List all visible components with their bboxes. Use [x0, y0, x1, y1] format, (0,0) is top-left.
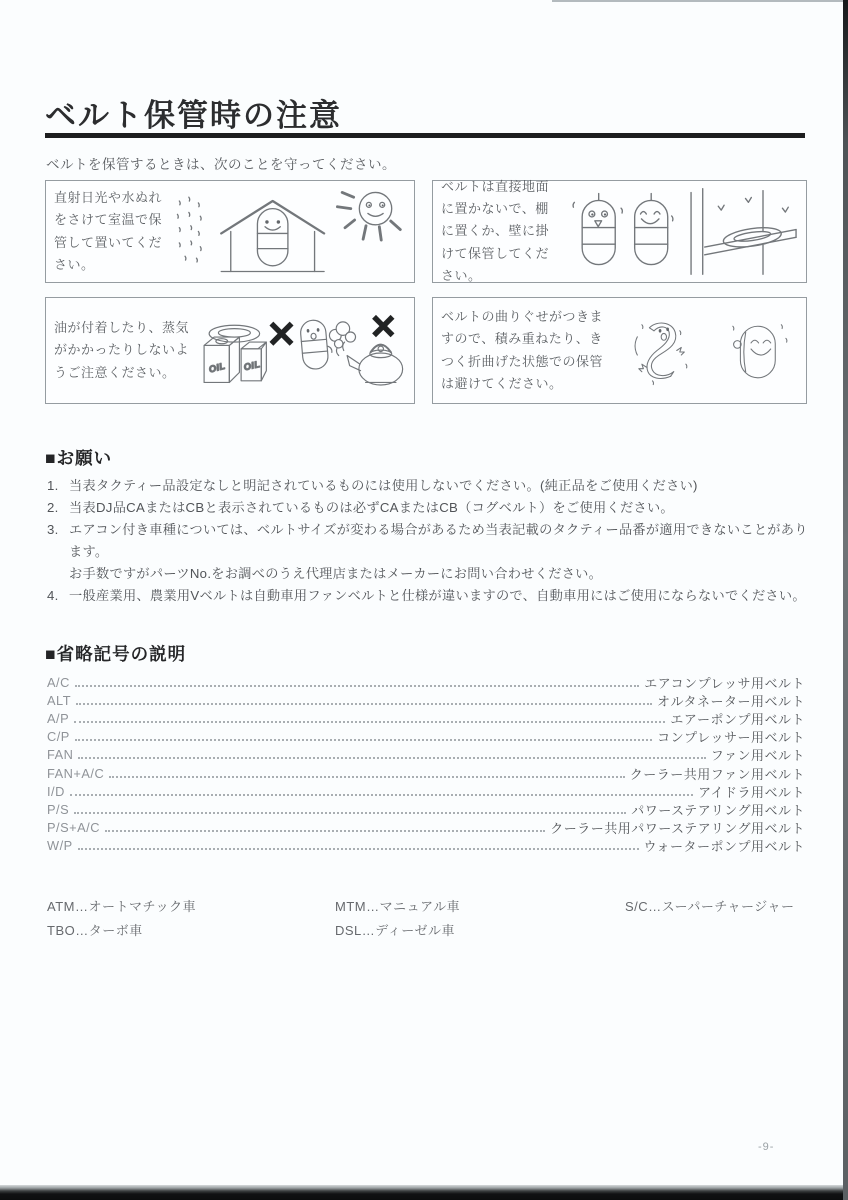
abbrev-row — [47, 691, 805, 709]
wall-shelf-illustration — [553, 187, 798, 276]
precaution-illustration-1 — [166, 187, 406, 276]
precaution-box-2 — [432, 180, 807, 283]
vehicle-abbrev-cell: TBO…ターボ車 — [47, 923, 143, 938]
happy-belt-icon — [733, 325, 787, 378]
scan-right-edge — [843, 0, 848, 1200]
request-item — [47, 585, 809, 607]
abbrev-code: P/S+A/C — [47, 820, 100, 836]
dotted-leader — [74, 714, 665, 723]
request-item-line: 当表DJ品CAまたはCBと表示されているものは必ずCAまたはCB（コグベルト）をご使用ください。 — [69, 500, 674, 515]
x-mark-icon — [374, 317, 393, 336]
bent-belt-illustration — [607, 304, 798, 397]
request-item — [47, 519, 809, 585]
wall-icon — [691, 189, 703, 275]
precaution-illustration-2 — [553, 187, 798, 276]
vehicle-abbrev-cell: ATM…オートマチック車 — [47, 899, 197, 914]
intro-text: ベルトを保管するときは、次のことを守ってください。 — [46, 157, 396, 172]
abbrev-meaning: ファン用ベルト — [710, 748, 805, 764]
oil-cans-icon — [204, 325, 266, 382]
rain-icon — [177, 197, 201, 262]
request-item-number: 4. — [47, 588, 59, 603]
abbrev-meaning: クーラー共用パワーステアリング用ベルト — [550, 821, 805, 837]
bent-belt-icon — [635, 323, 687, 385]
x-mark-icon — [271, 324, 291, 344]
abbrev-row — [47, 728, 805, 746]
request-item-line: お手数ですがパーツNo.をお調べのうえ代理店またはメーカーにお問い合わせください。 — [69, 566, 603, 581]
abbrev-row — [47, 764, 805, 782]
abbrev-meaning: コンプレッサー用ベルト — [657, 730, 805, 746]
abbrev-code: I/D — [47, 783, 65, 799]
abbrev-code: FAN+A/C — [47, 765, 105, 781]
precaution-box-1 — [45, 180, 415, 283]
abbrev-code: A/P — [47, 710, 70, 726]
abbrev-code: P/S — [47, 801, 70, 817]
abbrev-row — [47, 782, 805, 800]
abbrev-row — [47, 673, 805, 691]
abbrev-meaning: ウォーターポンプ用ベルト — [643, 839, 805, 855]
precaution-text: 油が付着したり、蒸気がかかったりしないようご注意ください。 — [54, 319, 190, 380]
abbrev-code: C/P — [47, 729, 70, 745]
title-underline — [45, 133, 805, 138]
abbrev-row — [47, 746, 805, 764]
request-item — [47, 475, 809, 497]
precaution-box-4 — [432, 297, 807, 404]
abbrev-meaning: オルタネーター用ベルト — [657, 693, 805, 709]
abbrev-meaning: エアコンプレッサ用ベルト — [644, 675, 805, 691]
abbrev-list — [47, 673, 805, 855]
request-item-number: 1. — [47, 478, 59, 493]
abbrev-code: W/P — [47, 838, 73, 854]
oil-steam-illustration — [194, 304, 406, 397]
steam-icon — [329, 322, 355, 348]
abbrev-meaning: パワーステアリング用ベルト — [631, 802, 805, 818]
abbrev-heading: ■省略記号の説明 — [45, 644, 187, 664]
page-number: -9- — [758, 1141, 775, 1153]
oil-label: OIL — [207, 360, 227, 375]
abbrev-code: ALT — [47, 692, 72, 708]
abbrev-meaning: アイドラ用ベルト — [698, 784, 805, 800]
abbrev-code: A/C — [47, 674, 70, 690]
abbrev-row — [47, 800, 805, 818]
dotted-leader — [74, 805, 626, 814]
kettle-icon — [336, 342, 402, 385]
vehicle-abbrev-grid — [47, 896, 807, 942]
precaution-box-3 — [45, 297, 415, 404]
precaution-text: ベルトは直接地面に置かないで、棚に置くか、壁に掛けて保管してください。 — [441, 178, 550, 284]
vehicle-abbrev-cell: MTM…マニュアル車 — [335, 899, 461, 914]
page-title: ベルト保管時の注意 — [45, 98, 342, 133]
dotted-leader — [70, 787, 693, 796]
scan-top-edge — [552, 0, 848, 2]
vehicle-abbrev-cell: DSL…ディーゼル車 — [335, 923, 455, 938]
rain-house-sun-illustration — [166, 187, 406, 276]
steamed-belt-icon — [300, 319, 334, 370]
request-item-line: 当表タクティー品設定なしと明記されているものには使用しないでください。(純正品をご使用ください) — [69, 478, 698, 493]
abbrev-meaning: クーラー共用ファン用ベルト — [629, 766, 805, 782]
oil-label: OIL — [242, 359, 262, 373]
house-icon — [221, 201, 324, 271]
precaution-text: ベルトの曲りぐせがつきますので、積み重ねたり、きつく折曲げた状態での保管は避けてください。 — [441, 308, 604, 391]
abbrev-code: FAN — [47, 747, 74, 763]
scan-bottom-edge — [0, 1185, 848, 1200]
precaution-text: 直射日光や水ぬれをさけて室温で保管して置いてください。 — [54, 189, 163, 272]
abbrev-row — [47, 837, 805, 855]
precaution-illustration-4 — [607, 304, 798, 397]
request-item — [47, 497, 809, 519]
request-list — [47, 475, 809, 607]
dotted-leader — [75, 678, 639, 687]
vehicle-abbrev-cell: S/C…スーパーチャージャー — [625, 899, 795, 914]
request-item-line: 一般産業用、農業用Vベルトは自動車用ファンベルトと仕様が違いますので、自動車用にはご使用にならないでください。 — [69, 588, 806, 603]
dotted-leader — [105, 823, 545, 832]
request-item-line: エアコン付き車種については、ベルトサイズが変わる場合があるため当表記載のタクティー品番が適用できないことがあります。 — [69, 522, 808, 559]
abbrev-row — [47, 819, 805, 837]
request-heading: ■お願い — [45, 448, 113, 468]
request-item-number: 2. — [47, 500, 59, 515]
dotted-leader — [75, 732, 652, 741]
dotted-leader — [78, 841, 639, 850]
sun-icon — [337, 192, 400, 240]
hanging-belts-icon — [573, 194, 673, 265]
precaution-illustration-3 — [194, 304, 406, 397]
shelf-belt-icon — [705, 191, 796, 275]
belt-character-icon — [257, 209, 287, 266]
abbrev-row — [47, 709, 805, 727]
abbrev-meaning: エアーポンプ用ベルト — [670, 711, 805, 727]
dotted-leader — [78, 750, 705, 759]
request-item-number: 3. — [47, 522, 59, 537]
dotted-leader — [76, 696, 652, 705]
vehicle-abbrev-cell-empty — [625, 920, 807, 942]
dotted-leader — [109, 769, 625, 778]
